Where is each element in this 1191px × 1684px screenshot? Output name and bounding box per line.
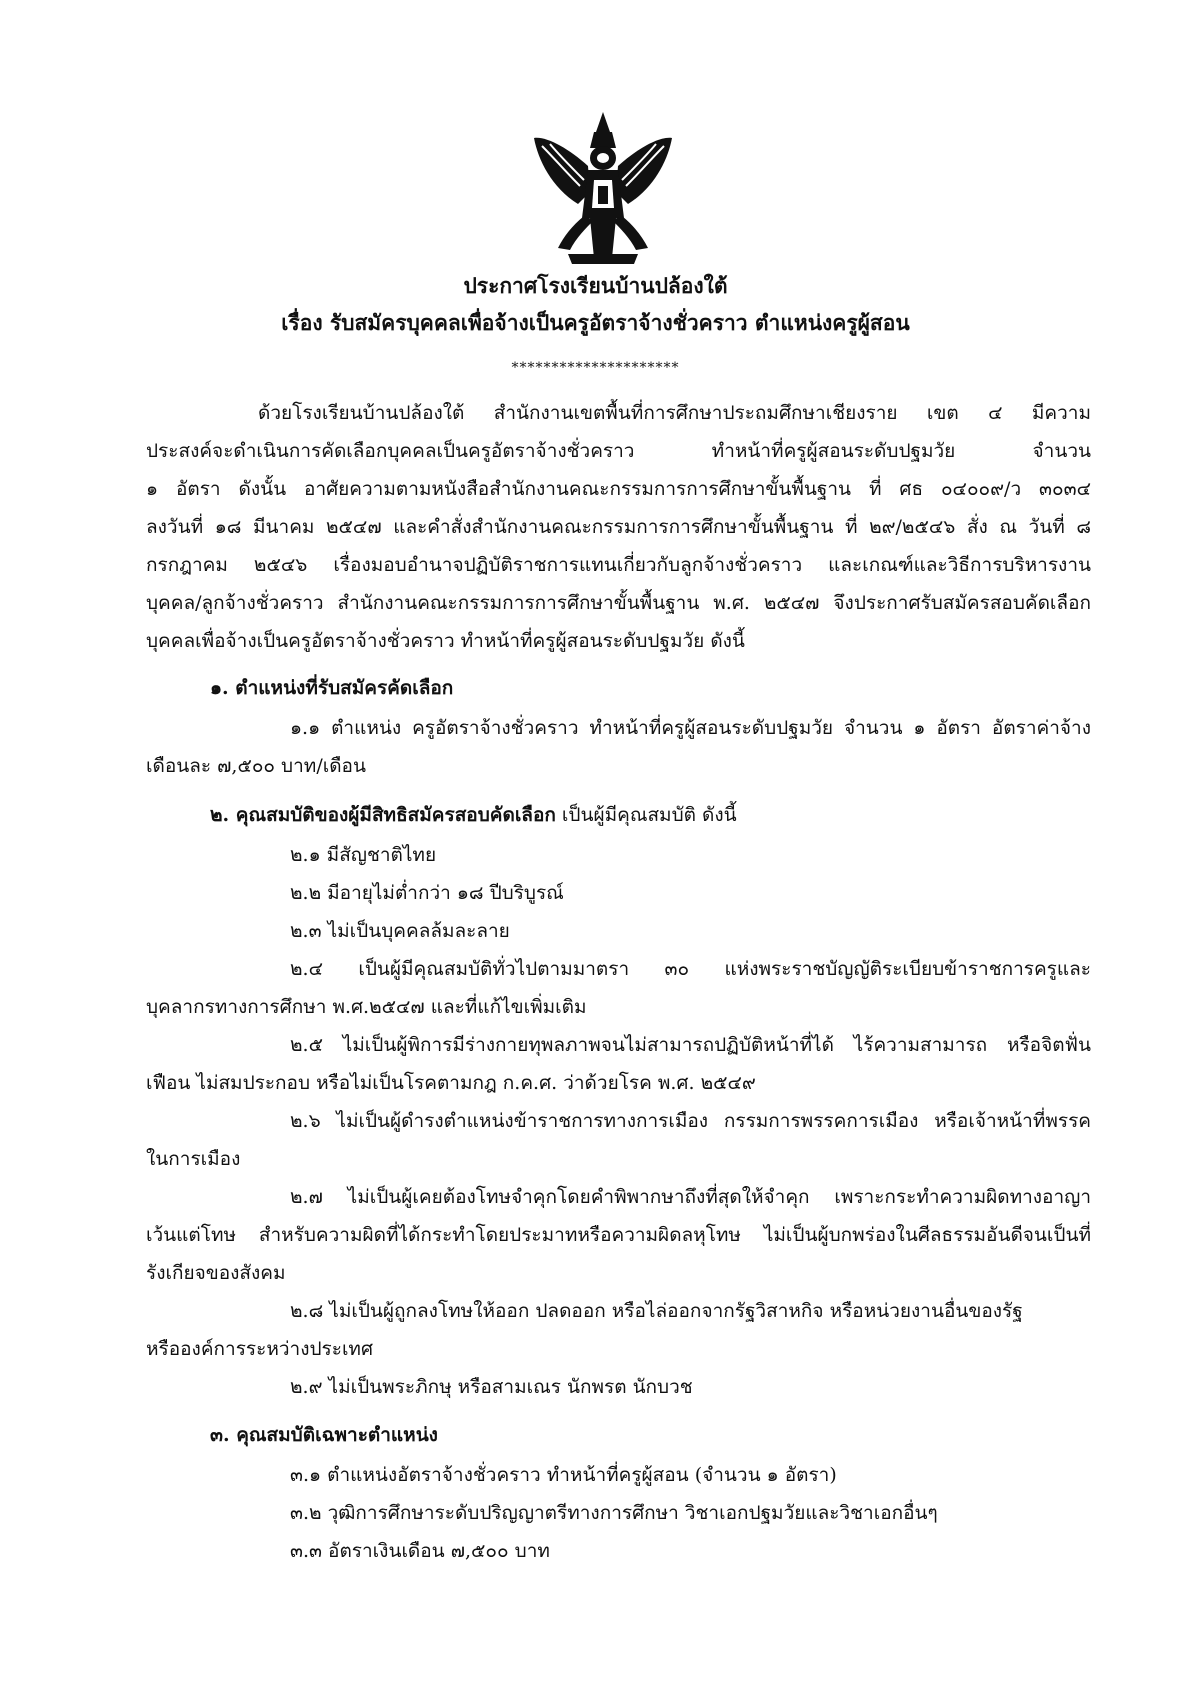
item-3-2: ๓.๒ วุฒิการศึกษาระดับปริญญาตรีทางการศึกษา วิชาเอกปฐมวัยและวิชาเอกอื่นๆ: [290, 1502, 938, 1524]
item-2-8-line-2: หรือองค์การระหว่างประเทศ: [146, 1338, 374, 1360]
item-1-1-line-2: เดือนละ ๗,๕๐๐ บาท/เดือน: [146, 755, 366, 777]
item-2-2: ๒.๒ มีอายุไม่ต่ำกว่า ๑๘ ปีบริบูรณ์: [290, 882, 564, 904]
item-2-6-line-2: ในการเมือง: [146, 1148, 241, 1170]
intro-line-7: บุคคลเพื่อจ้างเป็นครูอัตราจ้างชั่วคราว ทำหน้าที่ครูผู้สอนระดับปฐมวัย ดังนี้: [146, 630, 745, 652]
intro-line-4: ลงวันที่ ๑๘ มีนาคม ๒๕๔๗ และคำสั่งสำนักงานคณะกรรมการการศึกษาขั้นพื้นฐาน ที่ ๒๙/๒๕๔๖ สั่ง ณ วันที่ ๘: [146, 516, 1091, 538]
item-2-7-line-3: รังเกียจของสังคม: [146, 1262, 286, 1284]
intro-line-3: ๑ อัตรา ดังนั้น อาศัยความตามหนังสือสำนักงานคณะกรรมการการศึกษาขั้นพื้นฐาน ที่ ศธ ๐๔๐๐๙/ว ๓๐๓๔: [146, 478, 1091, 500]
section-2-heading-bold: ๒. คุณสมบัติของผู้มีสิทธิสมัครสอบคัดเลือก: [210, 804, 556, 826]
item-2-4-line-2: บุคลากรทางการศึกษา พ.ศ.๒๕๔๗ และที่แก้ไขเพิ่มเติม: [146, 996, 587, 1018]
item-2-8-line-1: ๒.๘ ไม่เป็นผู้ถูกลงโทษให้ออก ปลดออก หรือไล่ออกจากรัฐวิสาหกิจ หรือหน่วยงานอื่นของรัฐ: [290, 1300, 1023, 1322]
item-3-3: ๓.๓ อัตราเงินเดือน ๗,๕๐๐ บาท: [290, 1540, 550, 1562]
section-1-heading: ๑. ตำแหน่งที่รับสมัครคัดเลือก: [210, 677, 454, 699]
section-2-heading: [210, 802, 737, 828]
intro-line-6: บุคคล/ลูกจ้างชั่วคราว สำนักงานคณะกรรมการการศึกษาขั้นพื้นฐาน พ.ศ. ๒๕๔๗ จึงประกาศรับสมัครสอบคัดเลือก: [146, 592, 1091, 614]
item-2-7-line-2: เว้นแต่โทษ สำหรับความผิดที่ได้กระทำโดยประมาทหรือความผิดลหุโทษ ไม่เป็นผู้บกพร่องในศีลธรรมอันดีจนเป็นที่: [146, 1224, 1091, 1246]
item-3-1: ๓.๑ ตำแหน่งอัตราจ้างชั่วคราว ทำหน้าที่ครูผู้สอน (จำนวน ๑ อัตรา): [290, 1464, 837, 1486]
item-2-5-line-2: เฟือน ไม่สมประกอบ หรือไม่เป็นโรคตามกฎ ก.ค.ศ. ว่าด้วยโรค พ.ศ. ๒๕๔๙: [146, 1072, 756, 1094]
intro-line-1: ด้วยโรงเรียนบ้านปล้องใต้ สำนักงานเขตพื้นที่การศึกษาประถมศึกษาเชียงราย เขต ๔ มีความ: [258, 402, 1091, 424]
item-2-4-line-1: ๒.๔ เป็นผู้มีคุณสมบัติทั่วไปตามมาตรา ๓๐ แห่งพระราชบัญญัติระเบียบข้าราชการครูและ: [290, 958, 1091, 980]
item-2-3: ๒.๓ ไม่เป็นบุคคลล้มละลาย: [290, 920, 510, 942]
section-3-heading: ๓. คุณสมบัติเฉพาะตำแหน่ง: [210, 1424, 438, 1446]
announcement-title: ประกาศโรงเรียนบ้านปล้องใต้: [463, 273, 728, 298]
intro-line-5: กรกฎาคม ๒๕๔๖ เรื่องมอบอำนาจปฏิบัติราชการแทนเกี่ยวกับลูกจ้างชั่วคราว และเกณฑ์และวิธีการบริหารงาน: [146, 554, 1091, 576]
separator: *********************: [511, 360, 680, 376]
item-2-9: ๒.๙ ไม่เป็นพระภิกษุ หรือสามเณร นักพรต นักบวช: [290, 1376, 693, 1398]
item-2-7-line-1: ๒.๗ ไม่เป็นผู้เคยต้องโทษจำคุกโดยคำพิพากษาถึงที่สุดให้จำคุก เพราะกระทำความผิดทางอาญา: [290, 1186, 1091, 1208]
garuda-emblem-icon: [528, 108, 678, 268]
announcement-subject: เรื่อง รับสมัครบุคคลเพื่อจ้างเป็นครูอัตราจ้างชั่วคราว ตำแหน่งครูผู้สอน: [281, 310, 910, 335]
section-2-heading-rest: เป็นผู้มีคุณสมบัติ ดังนี้: [555, 804, 737, 826]
item-1-1-line-1: ๑.๑ ตำแหน่ง ครูอัตราจ้างชั่วคราว ทำหน้าที่ครูผู้สอนระดับปฐมวัย จำนวน ๑ อัตรา อัตราค่าจ้าง: [290, 717, 1091, 739]
item-2-1: ๒.๑ มีสัญชาติไทย: [290, 844, 437, 866]
intro-line-2: ประสงค์จะดำเนินการคัดเลือกบุคคลเป็นครูอัตราจ้างชั่วคราว ทำหน้าที่ครูผู้สอนระดับปฐมวัย จำนวน: [146, 440, 1091, 462]
item-2-5-line-1: ๒.๕ ไม่เป็นผู้พิการมีร่างกายทุพลภาพจนไม่สามารถปฏิบัติหน้าที่ได้ ไร้ความสามารถ หรือจิตฟั่น: [290, 1034, 1091, 1056]
item-2-6-line-1: ๒.๖ ไม่เป็นผู้ดำรงตำแหน่งข้าราชการทางการเมือง กรรมการพรรคการเมือง หรือเจ้าหน้าที่พรรค: [290, 1110, 1091, 1132]
